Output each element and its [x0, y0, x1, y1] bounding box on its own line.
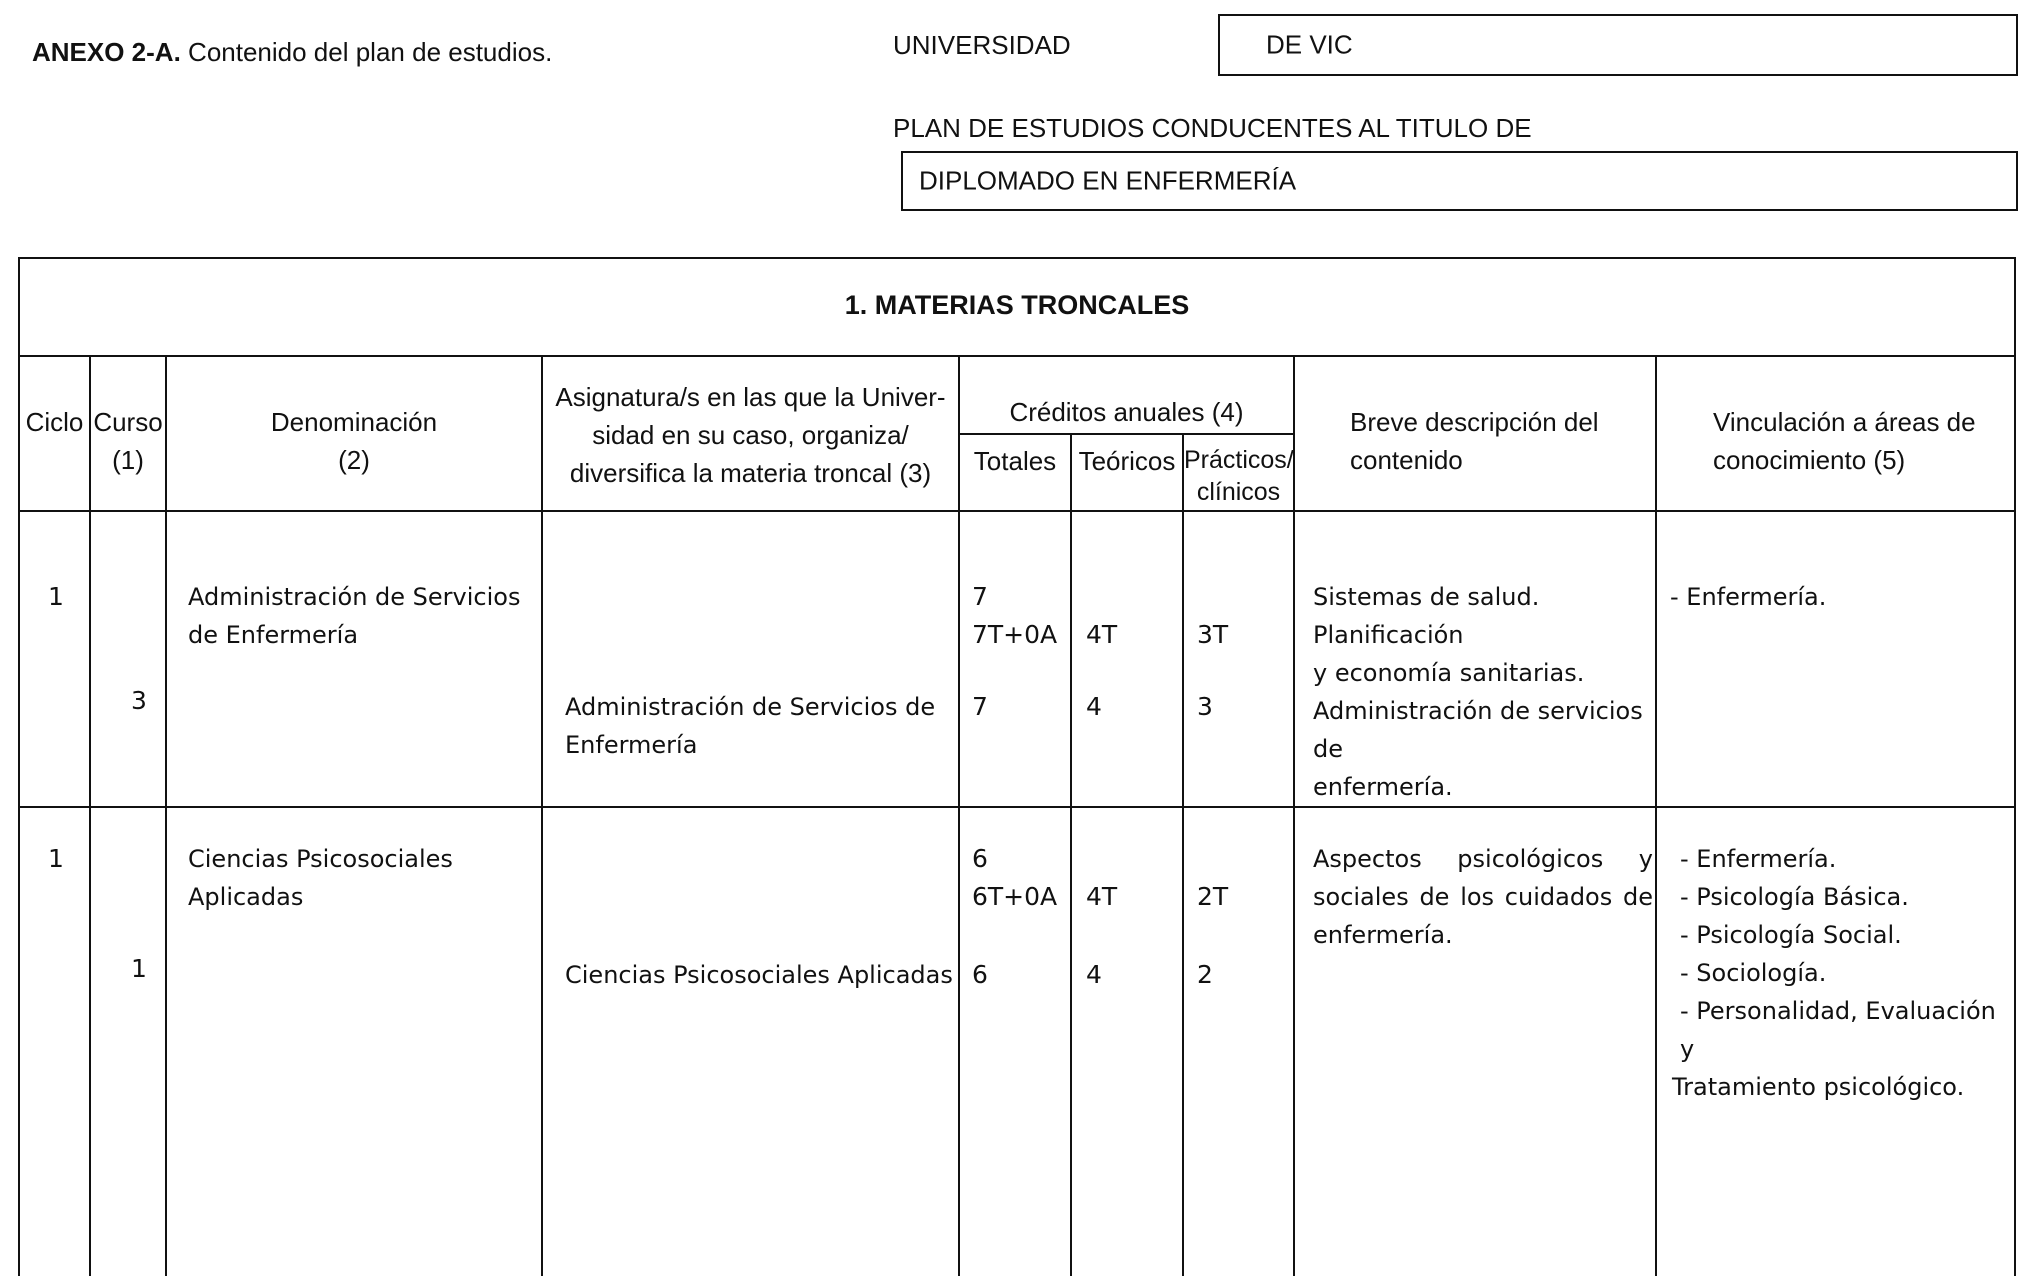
row-materia-practicos: 3T: [1197, 620, 1229, 649]
row-curso: 3: [131, 686, 147, 715]
row-materia-practicos: 2T: [1197, 882, 1229, 911]
header-totales: Totales: [973, 446, 1057, 476]
annex-heading: [32, 37, 552, 68]
row-materia-totales: 6: [972, 844, 988, 873]
header-practicos-l2: clínicos: [1196, 478, 1281, 506]
col-divider-asignatura: [958, 355, 960, 1276]
row-vinculacion-item: - Enfermería.: [1670, 583, 1827, 611]
rule-under-title: [18, 355, 2016, 357]
row-denominacion-l1: Ciencias Psicosociales: [188, 845, 453, 873]
col-divider-ciclo: [89, 355, 91, 1276]
header-asignatura-l2: sidad en su caso, organiza/: [592, 420, 909, 450]
row-asignatura-l1: Administración de Servicios de: [565, 693, 936, 721]
row-descripcion-line: y economía sanitarias.: [1313, 659, 1585, 687]
header-denominacion-note: (2): [338, 445, 370, 475]
rule-under-creditos: [959, 433, 1294, 435]
row-descripcion-line: enfermería.: [1313, 773, 1453, 801]
row-denominacion: [188, 840, 453, 916]
row-descripcion-line: Administración de servicios de: [1313, 697, 1643, 763]
row-vinculacion-item: - Psicología Social.: [1680, 921, 1902, 949]
header-curso-label: Curso: [93, 407, 163, 437]
row-vinculacion-item: - Psicología Básica.: [1680, 883, 1909, 911]
row-descripcion: [1313, 578, 1653, 806]
row-descripcion-line: sociales de los cuidados de: [1313, 883, 1653, 911]
rule-under-header: [18, 510, 2016, 512]
row-vinculacion-item: - Personalidad, Evaluación y: [1680, 997, 1996, 1063]
row-denominacion-l2: de Enfermería: [188, 621, 359, 649]
row-descripcion-line: Aspectos psicológicos y: [1313, 845, 1653, 873]
row-materia-desglose: 6T+0A: [972, 882, 1058, 911]
row-asig-teoricos: 4: [1086, 692, 1102, 721]
row-vinculacion-item: - Enfermería.: [1680, 845, 1837, 873]
row-asignatura-l2: Enfermería: [565, 731, 698, 759]
col-divider-practicos: [1293, 355, 1295, 1276]
row-materia-desglose: 7T+0A: [972, 620, 1058, 649]
row-asig-practicos: 3: [1197, 692, 1213, 721]
row-asig-totales: 6: [972, 960, 988, 989]
row-denominacion-l1: Administración de Servicios: [188, 583, 521, 611]
row-descripcion-line: Sistemas de salud. Planificación: [1313, 583, 1540, 649]
header-curso: [91, 403, 165, 479]
col-divider-descripcion: [1655, 355, 1657, 1276]
row-asig-totales: 7: [972, 692, 988, 721]
header-practicos-l1: Prácticos/: [1184, 446, 1294, 474]
header-descripcion-l2: contenido: [1350, 445, 1463, 475]
header-teoricos: Teóricos: [1078, 446, 1176, 476]
row-descripcion: [1313, 840, 1653, 954]
col-divider-teoricos: [1182, 433, 1184, 1276]
row-asignatura: [565, 956, 953, 994]
row-denominacion-l2: Aplicadas: [188, 883, 304, 911]
header-asignatura-l3: diversifica la materia troncal (3): [569, 458, 932, 488]
row-ciclo: 1: [48, 844, 64, 873]
plan-box: [901, 151, 2018, 211]
row-asig-practicos: 2: [1197, 960, 1213, 989]
header-vinculacion-l2: conocimiento (5): [1713, 445, 1906, 475]
row-materia-teoricos: 4T: [1086, 882, 1118, 911]
row-curso: 1: [131, 954, 147, 983]
row-vinculacion-item: Tratamiento psicológico.: [1672, 1073, 1965, 1101]
header-descripcion: [1350, 403, 1599, 479]
col-divider-totales: [1070, 433, 1072, 1276]
row-vinculacion-item: - Sociología.: [1680, 959, 1827, 987]
row-vinculacion: [1672, 840, 2012, 1106]
row-denominacion: [188, 578, 520, 654]
header-asignatura: [543, 378, 958, 492]
row-vinculacion: [1670, 578, 1826, 616]
col-divider-curso: [165, 355, 167, 1276]
row-ciclo: 1: [48, 582, 64, 611]
header-descripcion-l1: Breve descripción del: [1350, 407, 1599, 437]
row-asignatura: [565, 688, 935, 764]
annex-label: ANEXO 2-A.: [32, 37, 181, 67]
row-asig-teoricos: 4: [1086, 960, 1102, 989]
header-asignatura-l1: Asignatura/s en las que la Univer-: [555, 382, 946, 412]
university-label: UNIVERSIDAD: [893, 30, 1071, 60]
university-box: [1218, 14, 2018, 76]
row-descripcion-line: enfermería.: [1313, 921, 1453, 949]
header-denominacion: [167, 403, 541, 479]
row-asignatura-l1: Ciencias Psicosociales Aplicadas: [565, 961, 953, 989]
annex-text: Contenido del plan de estudios.: [188, 37, 553, 67]
row-materia-totales: 7: [972, 582, 988, 611]
plan-value: DIPLOMADO EN ENFERMERÍA: [919, 165, 1297, 196]
row-materia-teoricos: 4T: [1086, 620, 1118, 649]
header-creditos: Créditos anuales (4): [1009, 397, 1244, 427]
rule-between-rows: [18, 806, 2016, 808]
header-ciclo: Ciclo: [25, 407, 84, 437]
header-practicos: [1184, 444, 1293, 508]
header-denominacion-label: Denominación: [270, 407, 438, 437]
header-curso-note: (1): [112, 445, 144, 475]
col-divider-denominacion: [541, 355, 543, 1276]
university-value: DE VIC: [1266, 29, 1353, 60]
plan-label: PLAN DE ESTUDIOS CONDUCENTES AL TITULO DE: [893, 113, 1532, 143]
header-vinculacion: [1713, 403, 1976, 479]
header-vinculacion-l1: Vinculación a áreas de: [1713, 407, 1976, 437]
table-title: 1. MATERIAS TRONCALES: [844, 290, 1190, 320]
